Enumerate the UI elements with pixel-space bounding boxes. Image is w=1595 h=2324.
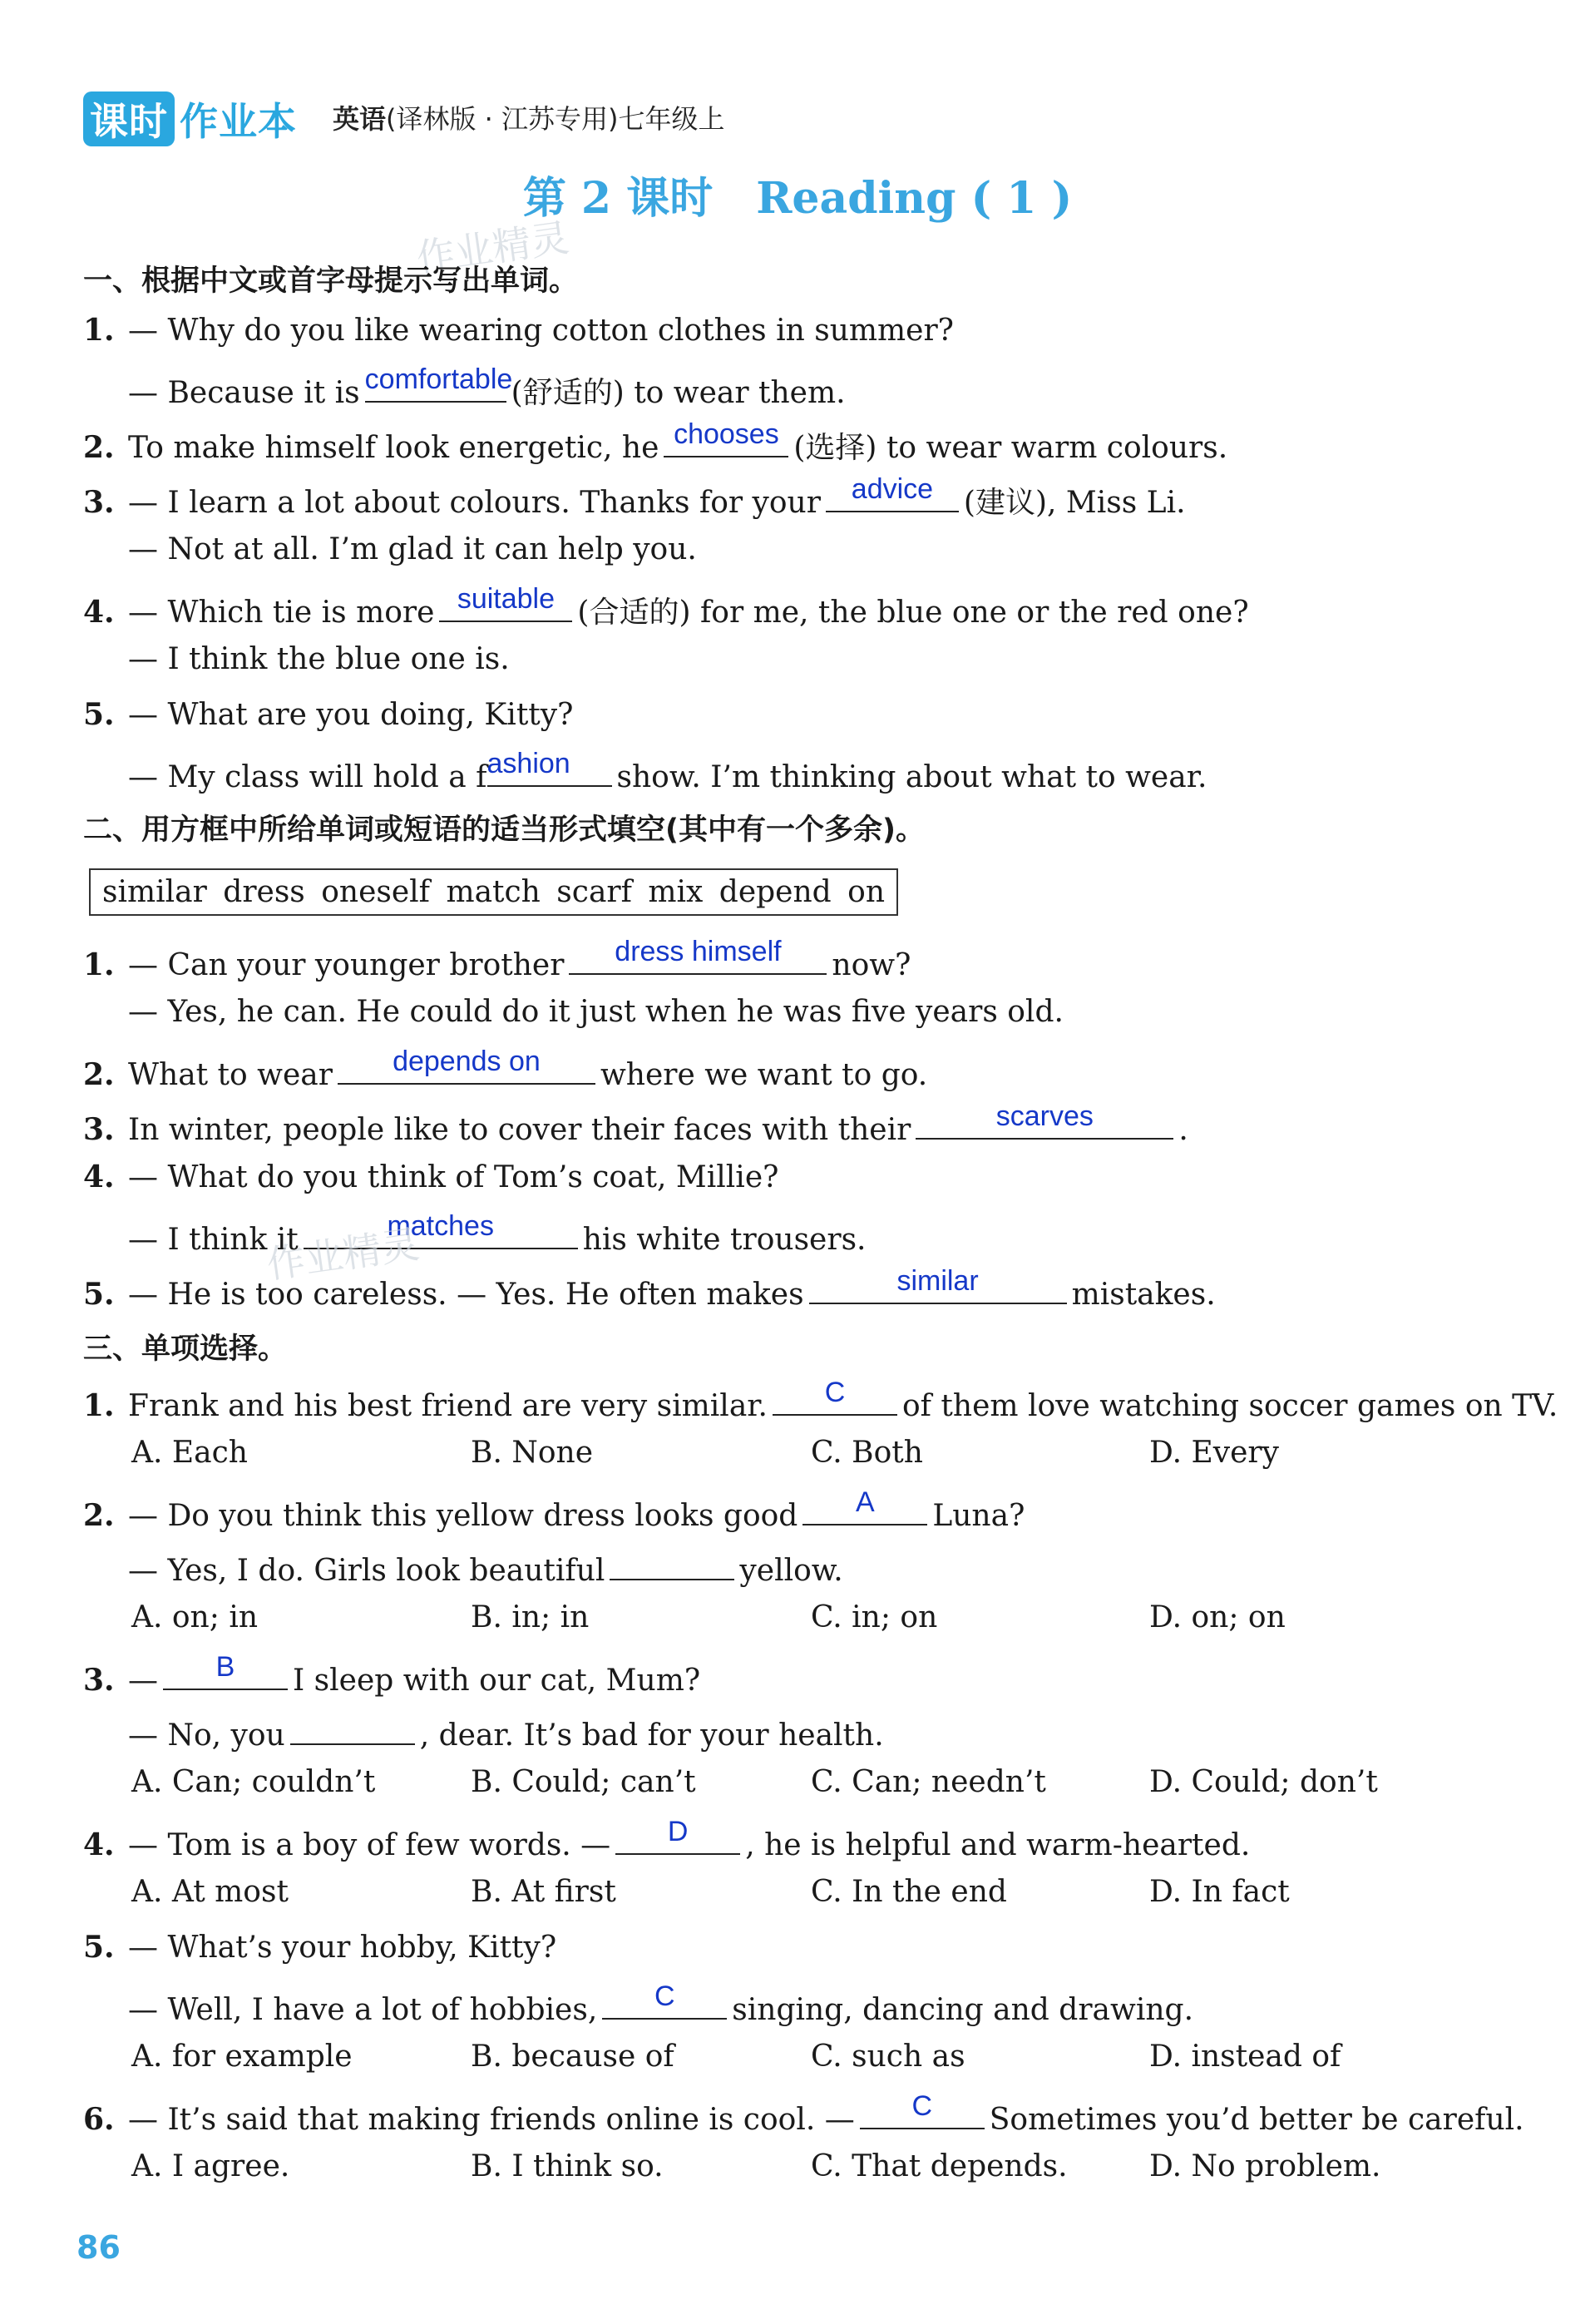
s3-q2-options — [0, 1600, 1595, 1642]
option-b: B. I think so. — [471, 2149, 664, 2183]
s3-q4-options — [0, 1875, 1595, 1916]
option-d: D. instead of — [1149, 2040, 1341, 2074]
option-b: B. in; in — [471, 1600, 590, 1634]
s3-q6-options — [0, 2149, 1595, 2191]
s1-q4-line2: — I think the blue one is. — [128, 642, 510, 676]
option-c: C. such as — [811, 2040, 965, 2074]
s2-q4-line1: 4. — What do you think of Tom’s coat, Millie? — [83, 1160, 779, 1194]
option-b: B. Could; can’t — [471, 1765, 696, 1799]
brand-logo: 课时 作业本 — [83, 91, 297, 146]
answer-blank: suitable — [439, 587, 572, 622]
section-heading-2: 二、用方框中所给单词或短语的适当形式填空(其中有一个多余)。 — [83, 813, 925, 847]
s3-q3-line2: — No, you , dear. It’s bad for your health. — [128, 1710, 884, 1753]
option-c: C. That depends. — [811, 2149, 1068, 2183]
option-a: A. At most — [131, 1875, 289, 1909]
answer-blank: A — [802, 1491, 927, 1525]
watermark: 作业精灵 — [413, 215, 572, 281]
s1-q4: 4. — Which tie is more suitable (合适的) for me, the blue one or the red one? — [83, 583, 1249, 630]
page-number: 86 — [77, 2229, 121, 2266]
option-d: D. on; on — [1149, 1600, 1286, 1634]
option-c: C. in; on — [811, 1600, 938, 1634]
s1-q3-line2: — Not at all. I’m glad it can help you. — [128, 532, 697, 566]
answer-blank: advice — [826, 477, 959, 512]
answer-blank: ashion — [487, 752, 612, 787]
s2-q1-line2: — Yes, he can. He could do it just when he was five years old. — [128, 995, 1064, 1029]
answer-blank: C — [602, 1985, 727, 2020]
option-a: A. I agree. — [131, 2149, 290, 2183]
option-d: D. Could; don’t — [1149, 1765, 1378, 1799]
s3-q3: 3. — B I sleep with our cat, Mum? — [83, 1651, 701, 1698]
answer-blank — [610, 1545, 734, 1580]
answer-blank: comfortable — [365, 368, 506, 403]
answer-blank: similar — [809, 1269, 1067, 1304]
answer-blank: C — [773, 1381, 897, 1416]
option-b: B. At first — [471, 1875, 616, 1909]
watermark: 作业精灵 — [264, 1221, 422, 1288]
s3-q4: 4. — Tom is a boy of few words. — D , he is helpful and warm-hearted. — [83, 1816, 1251, 1862]
s3-q1-options — [0, 1436, 1595, 1477]
answer-blank: depends on — [338, 1050, 595, 1085]
option-a: A. on; in — [131, 1600, 259, 1634]
option-d: D. In fact — [1149, 1875, 1290, 1909]
book-subtitle: 英语(译林版 · 江苏专用)七年级上 — [333, 103, 725, 135]
s1-q5-line2: — My class will hold a f ashion show. I’m thinking about what to wear. — [128, 748, 1207, 794]
s3-q6: 6. — It’s said that making friends online is cool. — C Sometimes you’d better be careful. — [83, 2090, 1524, 2137]
s3-q5-line1: 5. — What’s your hobby, Kitty? — [83, 1930, 557, 1965]
option-c: C. Can; needn’t — [811, 1765, 1046, 1799]
s1-q5-line1: 5. — What are you doing, Kitty? — [83, 697, 574, 732]
s1-q2: 2. To make himself look energetic, he chooses (选择) to wear warm colours. — [83, 418, 1228, 465]
s2-q3: 3. In winter, people like to cover their faces with their scarves . — [83, 1100, 1188, 1147]
answer-blank: D — [615, 1820, 740, 1855]
answer-blank: matches — [304, 1214, 578, 1249]
s2-q5: 5. — He is too careless. — Yes. He often makes similar mistakes. — [83, 1265, 1216, 1312]
s1-q1-line1: 1. — Why do you like wearing cotton clothes in summer? — [83, 313, 954, 348]
option-d: D. No problem. — [1149, 2149, 1381, 2183]
option-b: B. because of — [471, 2040, 674, 2074]
option-b: B. None — [471, 1436, 594, 1470]
s3-q3-options — [0, 1765, 1595, 1807]
s1-q3: 3. — I learn a lot about colours. Thanks for your advice (建议), Miss Li. — [83, 473, 1186, 520]
option-a: A. for example — [131, 2040, 353, 2074]
section-heading-1: 一、根据中文或首字母提示写出单词。 — [83, 265, 579, 298]
s1-q1-line2: — Because it is comfortable (舒适的) to wear them. — [128, 363, 846, 410]
s3-q2-line2: — Yes, I do. Girls look beautiful yellow. — [128, 1545, 843, 1588]
section-heading-3: 三、单项选择。 — [83, 1333, 288, 1366]
option-a: A. Each — [131, 1436, 248, 1470]
option-c: C. Both — [811, 1436, 923, 1470]
s2-q2: 2. What to wear depends on where we want to go. — [83, 1046, 928, 1092]
answer-blank: scarves — [916, 1105, 1173, 1140]
option-a: A. Can; couldn’t — [131, 1765, 376, 1799]
word-box: similar dress oneself match scarf mix depend on — [89, 868, 898, 916]
answer-blank — [290, 1710, 415, 1745]
s2-q1: 1. — Can your younger brother dress himself now? — [83, 936, 911, 982]
answer-blank: dress himself — [569, 940, 827, 975]
answer-blank: B — [163, 1655, 288, 1690]
s3-q5-options — [0, 2040, 1595, 2081]
s3-q5-line2: — Well, I have a lot of hobbies, C singing, dancing and drawing. — [128, 1980, 1194, 2027]
option-c: C. In the end — [811, 1875, 1007, 1909]
answer-blank: C — [860, 2094, 985, 2129]
answer-blank: chooses — [664, 423, 788, 457]
page-title: 第 2 课时 Reading ( 1 ) — [522, 173, 1073, 224]
s2-q4-line2: — I think it matches his white trousers. — [128, 1210, 867, 1257]
option-d: D. Every — [1149, 1436, 1279, 1470]
s3-q1: 1. Frank and his best friend are very similar. C of them love watching soccer games on TV. — [83, 1377, 1558, 1423]
s3-q2: 2. — Do you think this yellow dress looks good A Luna? — [83, 1486, 1025, 1533]
